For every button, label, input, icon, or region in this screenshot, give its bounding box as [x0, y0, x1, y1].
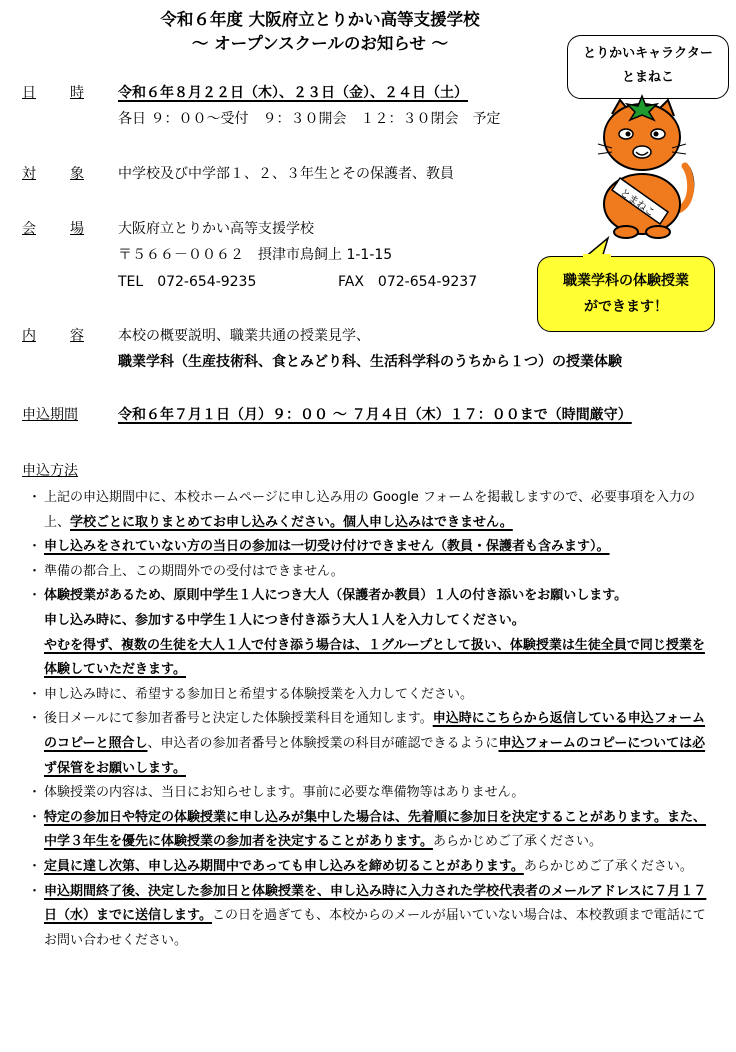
note-item: ・ 申し込みをされていない方の当日の参加は一切受け付けできません（教員・保護者も含みます）。 — [30, 535, 712, 560]
content-line2: 職業学科（生産技術科、食とみどり科、生活科学科のうちから１つ）の授業体験 — [118, 354, 622, 370]
venue-label: 会 場 — [22, 221, 84, 237]
caption-line2: とまねこ — [621, 70, 674, 85]
speech-bubble — [537, 256, 715, 332]
date-value: 令和６年８月２２日（木）、２３日（金）、２４日（土） — [118, 85, 468, 101]
sash-label: とまねこ — [617, 187, 657, 220]
note-item: ・ 準備の都合上、この期間外での受付はできません。 — [30, 560, 712, 585]
note-item: ・ 定員に達し次第、申し込み期間中であっても申し込みを締め切ることがあります。あらかじめご了承ください。 — [30, 855, 712, 880]
target-value: 中学校及び中学部１、２、３年生とその保護者、教員 — [118, 166, 454, 182]
venue-tel: TEL 072-654-9235 — [118, 274, 257, 290]
period-label: 申込期間 — [22, 407, 78, 423]
page-title: 令和６年度 大阪府立とりかい高等支援学校 — [160, 10, 480, 29]
bubble-line2: ができます！ — [584, 299, 668, 315]
caption-line1: とりかいキャラクター — [583, 46, 713, 61]
venue-name: 大阪府立とりかい高等支援学校 — [118, 221, 314, 237]
method-notes — [30, 486, 712, 953]
target-label: 対 象 — [22, 166, 84, 182]
content-line1: 本校の概要説明、職業共通の授業見学、 — [118, 328, 370, 344]
note-item: ・ 上記の申込期間中に、本校ホームページに申し込み用の Google フォームを掲載しますので、必要事項を入力の上、学校ごとに取りまとめてお申し込みください。個人申し込みはできません。 — [30, 486, 712, 535]
character-caption — [567, 35, 729, 99]
venue-fax: FAX 072-654-9237 — [338, 274, 478, 290]
bubble-line1: 職業学科の体験授業 — [563, 273, 689, 289]
date-schedule: 各日 ９：００～受付 ９：３０開会 １２：３０閉会 予定 — [118, 111, 501, 127]
method-heading: 申込方法 — [22, 463, 78, 479]
tomaneko-character-illustration — [590, 92, 700, 242]
note-item: ・ 体験授業があるため、原則中学生１人につき大人（保護者か教員）１人の付き添いをお願いします。 申し込み時に、参加する中学生１人につき付き添う大人１人を入力してください。 やむを得ず、複数の生徒を大人１人で付き添う場合は、１グループとして扱い、体験授業は生徒全員で同じ授業を体験していただきます。 — [30, 584, 712, 682]
venue-address: 〒５６６－００６２ 摂津市鳥飼上 1-1-15 — [118, 247, 393, 263]
note-item: ・ 申し込み時に、希望する参加日と希望する体験授業を入力してください。 — [30, 683, 712, 708]
date-label: 日 時 — [22, 85, 84, 101]
note-item: ・ 特定の参加日や特定の体験授業に申し込みが集中した場合は、先着順に参加日を決定することがあります。また、中学３年生を優先に体験授業の参加者を決定することがあります。あらかじめご了承ください。 — [30, 806, 712, 855]
note-item: ・ 後日メールにて参加者番号と決定した体験授業科目を通知します。申込時にこちらから返信している申込フォームのコピーと照合し、申込者の参加者番号と体験授業の科目が確認できるように申込フォームのコピーについては必ず保管をお願いします。 — [30, 707, 712, 781]
content-label: 内 容 — [22, 328, 84, 344]
note-item: ・ 体験授業の内容は、当日にお知らせします。事前に必要な準備物等はありません。 — [30, 781, 712, 806]
page-subtitle: ～ オープンスクールのお知らせ ～ — [191, 34, 449, 53]
note-item: ・ 申込期間終了後、決定した参加日と体験授業を、申し込み時に入力された学校代表者のメールアドレスに７月１７日（水）までに送信します。この日を過ぎても、本校からのメールが届いていない場合は、本校教頭まで電話にてお問い合わせください。 — [30, 880, 712, 954]
bubble-seam — [583, 254, 611, 258]
period-value: 令和６年７月１日（月）９：００ ～ ７月４日（木）１７：００まで（時間厳守） — [118, 407, 632, 423]
